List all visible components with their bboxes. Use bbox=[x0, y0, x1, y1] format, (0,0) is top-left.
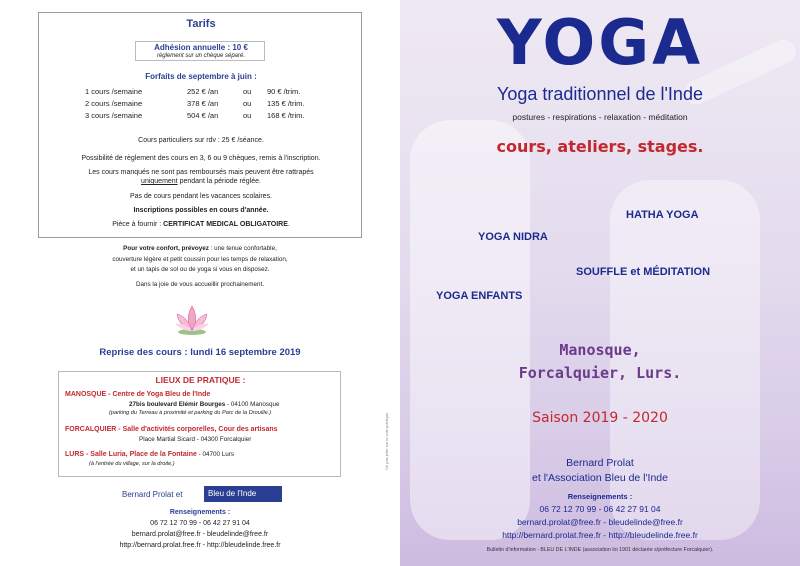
manques-text-1: Les cours manqués ne sont pas remboursés mais peuvent être rattrapés bbox=[88, 169, 314, 176]
phones-right: 06 72 12 70 99 - 06 42 27 91 04 bbox=[539, 504, 661, 514]
sites-right: http://bernard.prolat.free.fr - http://bleudelinde.free.fr bbox=[502, 530, 698, 540]
emails-text: bernard.prolat@free.fr - bleudelinde@free.fr bbox=[131, 531, 269, 538]
saison-text: Saison 2019 - 2020 bbox=[532, 410, 668, 426]
price-trim: 90 € /trim. bbox=[267, 87, 301, 96]
right-panel bbox=[400, 0, 800, 566]
price-annual: 378 € /an bbox=[187, 99, 219, 108]
yoga-enfants: YOGA ENFANTS bbox=[436, 290, 523, 302]
side-note: Ne pas jeter sur la voie publique. bbox=[384, 411, 389, 470]
lieu-manosque-line2 bbox=[129, 401, 280, 408]
lotus-icon bbox=[172, 302, 212, 338]
price-ou: ou bbox=[243, 111, 252, 120]
confort-line-2: couverture légère et petit coussin pour les temps de relaxation, bbox=[112, 256, 288, 263]
cours-text: cours, ateliers, stages. bbox=[496, 137, 704, 156]
lieu-line1: - Salle Luria, Place de la Fontaine bbox=[84, 451, 197, 458]
renseignements-title: Renseignements : bbox=[169, 509, 231, 516]
sites-text: http://bernard.prolat.free.fr - http://bleudelinde.free.fr bbox=[119, 542, 281, 549]
lieu-line2-rest: - 04100 Manosque bbox=[225, 401, 280, 408]
confort-line-1 bbox=[38, 245, 362, 252]
reprise-text: Reprise des cours : lundi 16 septembre 2019 bbox=[99, 347, 301, 358]
price-row bbox=[39, 111, 363, 121]
lieu-city: LURS bbox=[65, 451, 85, 458]
lieu-line1: - Salle d'activités corporelles, Cour des artisans bbox=[116, 426, 278, 433]
piece-value: CERTIFICAT MEDICAL OBLIGATOIRE bbox=[163, 221, 288, 228]
adhesion-note: règlement sur un chèque séparé. bbox=[156, 53, 246, 59]
tarifs-title: Tarifs bbox=[186, 18, 216, 30]
cities-line-2: Forcalquier, Lurs. bbox=[518, 364, 682, 382]
vacances-text: Pas de cours pendant les vacances scolaires. bbox=[129, 193, 273, 200]
manques-underlined: uniquement bbox=[141, 178, 178, 185]
yoga-nidra: YOGA NIDRA bbox=[478, 231, 548, 243]
price-label: 2 cours /semaine bbox=[85, 99, 143, 108]
confort-rest: : une tenue confortable, bbox=[208, 245, 277, 252]
confort-line-3: et un tapis de sol ou de yoga si vous en disposez. bbox=[130, 266, 270, 273]
inscriptions-text: Inscriptions possibles en cours d'année. bbox=[133, 207, 269, 214]
price-annual: 504 € /an bbox=[187, 111, 219, 120]
phones-text: 06 72 12 70 99 - 06 42 27 91 04 bbox=[150, 520, 250, 527]
lieu-lurs-line1 bbox=[65, 451, 234, 458]
price-annual: 252 € /an bbox=[187, 87, 219, 96]
piece-end: . bbox=[287, 221, 290, 228]
tarifs-box bbox=[38, 12, 362, 238]
price-row bbox=[39, 87, 363, 97]
tagline: postures - respirations - relaxation - méditation bbox=[512, 112, 688, 122]
piece-label: Pièce à fournir : bbox=[112, 221, 164, 228]
price-label: 3 cours /semaine bbox=[85, 111, 143, 120]
adhesion-text: Adhésion annuelle : 10 € bbox=[154, 43, 248, 52]
price-trim: 168 € /trim. bbox=[267, 111, 305, 120]
emails-right: bernard.prolat@free.fr - bleudelinde@free.fr bbox=[517, 517, 683, 527]
accueil-text: Dans la joie de vous accueillir prochainement. bbox=[135, 281, 265, 288]
lieu-line2-rest: - 04700 Lurs bbox=[196, 451, 234, 458]
yoga-title: YOGA bbox=[496, 6, 704, 79]
hatha-yoga: HATHA YOGA bbox=[626, 209, 699, 221]
price-trim: 135 € /trim. bbox=[267, 99, 305, 108]
confort-bold: Pour votre confort, prévoyez bbox=[123, 245, 209, 252]
lieu-forcalquier-line1 bbox=[65, 426, 278, 433]
lieu-forcalquier-line2: Place Martial Sicard - 04300 Forcalquier bbox=[139, 436, 252, 443]
lieu-city: MANOSQUE bbox=[65, 391, 107, 398]
bleu-inde-logo bbox=[204, 486, 282, 502]
lieux-box bbox=[58, 371, 341, 477]
manques-rest: pendant la période réglée. bbox=[177, 178, 261, 185]
lieu-city: FORCALQUIER bbox=[65, 426, 117, 433]
logo-text: Bleu de l'Inde bbox=[208, 489, 257, 498]
price-ou: ou bbox=[243, 87, 252, 96]
lieu-manosque-line3: (parking du Terreau à proximité et parking du Parc de la Drouille.) bbox=[109, 410, 272, 416]
piece-text bbox=[39, 221, 363, 228]
particuliers-text: Cours particuliers sur rdv : 25 € /séance. bbox=[138, 137, 264, 144]
price-row bbox=[39, 99, 363, 109]
subtitle: Yoga traditionnel de l'Inde bbox=[497, 84, 703, 104]
lieu-line1: - Centre de Yoga Bleu de l'Inde bbox=[106, 391, 211, 398]
footer-name: Bernard Prolat et bbox=[122, 490, 183, 499]
lieu-lurs-line3: (à l'entrée du village, sur la droite.) bbox=[89, 461, 175, 467]
teacher-line-2: et l'Association Bleu de l'Inde bbox=[532, 472, 668, 484]
manques-text-2 bbox=[39, 178, 363, 185]
figure-right-silhouette bbox=[610, 180, 760, 540]
lieu-manosque-line1 bbox=[65, 391, 210, 398]
forfaits-title: Forfaits de septembre à juin : bbox=[145, 72, 257, 81]
lieux-title: LIEUX DE PRATIQUE : bbox=[155, 375, 246, 385]
bulletin-text: Bulletin d'information - BLEU DE L'INDE (association loi 1901 déclarée s/préfecture Forcalquier). bbox=[486, 547, 714, 553]
price-label: 1 cours /semaine bbox=[85, 87, 143, 96]
price-ou: ou bbox=[243, 99, 252, 108]
reglement-text: Possibilité de règlement des cours en 3, 6 ou 9 chèques, remis à l'inscription. bbox=[81, 155, 321, 162]
cities-line-1: Manosque, bbox=[559, 341, 641, 359]
teacher-line-1: Bernard Prolat bbox=[566, 457, 634, 469]
souffle-meditation: SOUFFLE et MÉDITATION bbox=[576, 266, 711, 278]
lieu-line2-bold: 27bis boulevard Elémir Bourges bbox=[129, 401, 226, 408]
renseignements-title-right: Renseignements : bbox=[567, 492, 633, 501]
